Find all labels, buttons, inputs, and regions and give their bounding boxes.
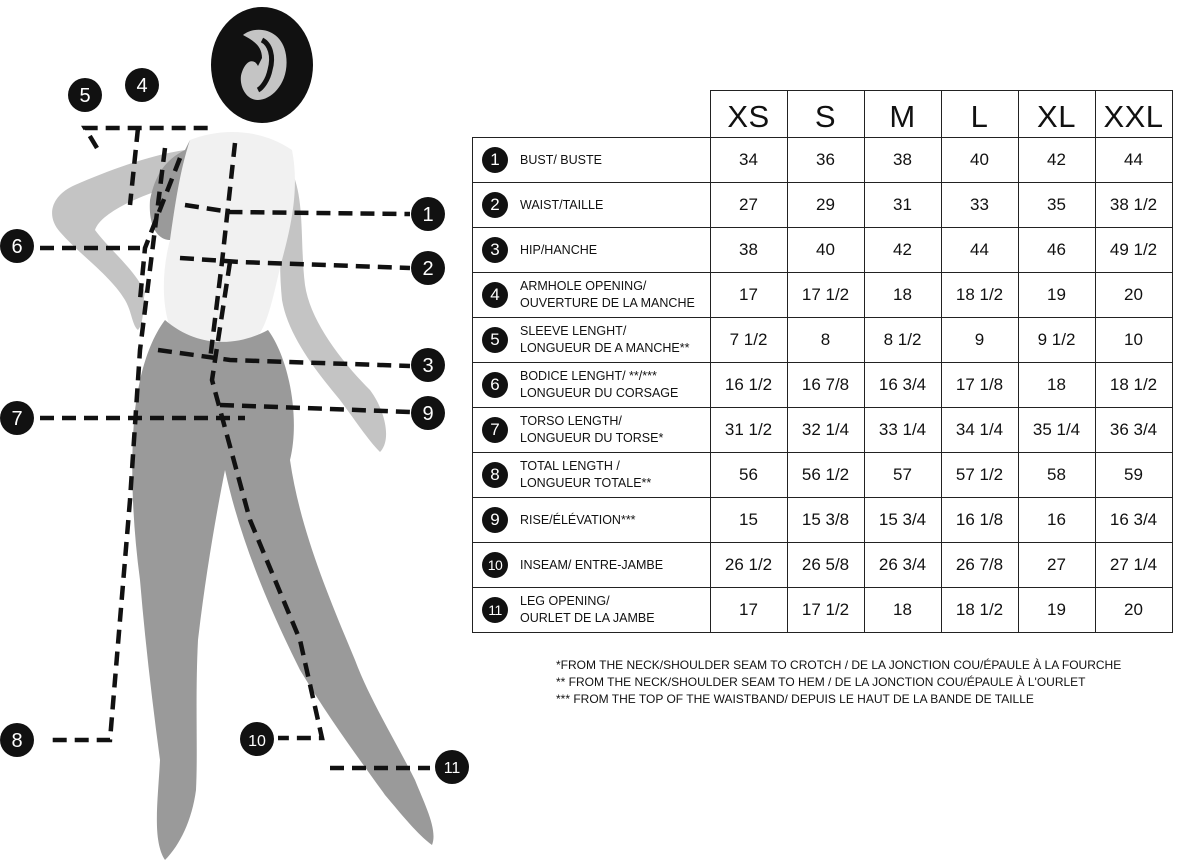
- measurement-value-xs: 17: [710, 273, 787, 318]
- measurement-row: [473, 318, 1173, 363]
- measurement-figure: [0, 0, 480, 863]
- measurement-value-s: 40: [787, 228, 864, 273]
- svg-text:5: 5: [79, 85, 91, 107]
- measurement-label-line: LONGUEUR DU CORSAGE: [520, 386, 679, 400]
- size-header-row: [473, 91, 1173, 138]
- svg-text:8: 8: [11, 730, 23, 752]
- measurement-number-badge: 8: [482, 462, 508, 488]
- measurement-label-cell: [473, 588, 711, 633]
- measurement-value-m: 18: [864, 273, 941, 318]
- measurement-label-line: LONGUEUR DU TORSE*: [520, 431, 664, 445]
- measurement-value-l: 18 1/2: [941, 273, 1018, 318]
- measurement-label-line: INSEAM/ ENTRE-JAMBE: [520, 557, 664, 572]
- measurement-label-line: RISE/ÉLÉVATION***: [520, 512, 636, 527]
- measurement-value-m: 38: [864, 138, 941, 183]
- measurement-value-m: 15 3/4: [864, 498, 941, 543]
- measurement-value-l: 40: [941, 138, 1018, 183]
- measurement-row: [473, 228, 1173, 273]
- measurement-value-xl: 27: [1018, 543, 1095, 588]
- measurement-label: [520, 593, 655, 627]
- measurement-label-cell: [473, 408, 711, 453]
- measurement-value-xxl: 44: [1095, 138, 1172, 183]
- measurement-value-xl: 16: [1018, 498, 1095, 543]
- measurement-value-xs: 38: [710, 228, 787, 273]
- svg-text:10: 10: [248, 733, 266, 750]
- measurement-label-line: LONGUEUR TOTALE**: [520, 476, 652, 490]
- measurement-value-xs: 31 1/2: [710, 408, 787, 453]
- measurement-value-l: 44: [941, 228, 1018, 273]
- measurement-number-badge: 6: [482, 372, 508, 398]
- svg-text:6: 6: [11, 236, 23, 258]
- measurement-value-s: 17 1/2: [787, 273, 864, 318]
- measurement-label-line: TORSO LENGTH/: [520, 414, 622, 428]
- measurement-label: [520, 512, 636, 529]
- measurement-label-line: TOTAL LENGTH /: [520, 459, 620, 473]
- marker-1: [411, 197, 445, 231]
- measurement-value-m: 8 1/2: [864, 318, 941, 363]
- measurement-value-xl: 19: [1018, 273, 1095, 318]
- measurement-value-xs: 16 1/2: [710, 363, 787, 408]
- measurement-label-line: OURLET DE LA JAMBE: [520, 611, 655, 625]
- measurement-row: [473, 408, 1173, 453]
- measurement-value-m: 42: [864, 228, 941, 273]
- measurement-value-xs: 34: [710, 138, 787, 183]
- measurement-value-xs: 7 1/2: [710, 318, 787, 363]
- measurement-label-cell: [473, 183, 711, 228]
- measurement-value-xs: 27: [710, 183, 787, 228]
- measurement-label: [520, 242, 597, 259]
- footnote: *FROM THE NECK/SHOULDER SEAM TO CROTCH / DE LA JONCTION COU/ÉPAULE À LA FOURCHE: [556, 658, 1122, 672]
- legs: [132, 320, 433, 860]
- measurement-number-badge: 3: [482, 237, 508, 263]
- measurement-value-xxl: 36 3/4: [1095, 408, 1172, 453]
- measurement-label-cell: [473, 138, 711, 183]
- svg-text:3: 3: [422, 355, 434, 377]
- measurement-label: [520, 278, 695, 312]
- measurement-label: [520, 557, 663, 574]
- measurement-row: [473, 453, 1173, 498]
- measurement-label-line: WAIST/TAILLE: [520, 197, 604, 212]
- measurement-value-l: 33: [941, 183, 1018, 228]
- measurement-value-l: 17 1/8: [941, 363, 1018, 408]
- measurement-value-l: 34 1/4: [941, 408, 1018, 453]
- measurement-value-s: 26 5/8: [787, 543, 864, 588]
- svg-text:7: 7: [11, 408, 23, 430]
- measurement-number-badge: 2: [482, 192, 508, 218]
- size-header-xl: XL: [1018, 91, 1095, 138]
- measurement-value-xl: 35 1/4: [1018, 408, 1095, 453]
- measurement-number-badge: 11: [482, 597, 508, 623]
- measurement-label-line: BUST/ BUSTE: [520, 152, 602, 167]
- size-chart-body: [473, 138, 1173, 633]
- size-header-m: M: [864, 91, 941, 138]
- measurement-label-line: LONGUEUR DE A MANCHE**: [520, 341, 690, 355]
- svg-text:1: 1: [422, 204, 434, 226]
- marker-6: [0, 229, 34, 263]
- measurement-label-line: OUVERTURE DE LA MANCHE: [520, 296, 695, 310]
- svg-text:4: 4: [136, 75, 148, 97]
- measurement-value-s: 36: [787, 138, 864, 183]
- marker-10: [240, 722, 274, 756]
- header-corner: [473, 91, 711, 138]
- measurement-value-xl: 42: [1018, 138, 1095, 183]
- marker-7: [0, 401, 34, 435]
- measurement-value-m: 26 3/4: [864, 543, 941, 588]
- measurement-value-s: 29: [787, 183, 864, 228]
- measurement-value-xxl: 16 3/4: [1095, 498, 1172, 543]
- measurement-row: [473, 498, 1173, 543]
- measurement-label-line: SLEEVE LENGHT/: [520, 324, 627, 338]
- footnotes: [556, 657, 1121, 708]
- measurement-value-l: 57 1/2: [941, 453, 1018, 498]
- measurement-value-l: 16 1/8: [941, 498, 1018, 543]
- footnote: ** FROM THE NECK/SHOULDER SEAM TO HEM / DE LA JONCTION COU/ÉPAULE À L'OURLET: [556, 675, 1086, 689]
- measurement-value-xl: 35: [1018, 183, 1095, 228]
- measurement-value-s: 8: [787, 318, 864, 363]
- measurement-number-badge: 1: [482, 147, 508, 173]
- measurement-label-cell: [473, 228, 711, 273]
- measurement-value-xxl: 18 1/2: [1095, 363, 1172, 408]
- measurement-value-l: 26 7/8: [941, 543, 1018, 588]
- marker-3: [411, 348, 445, 382]
- measurement-value-m: 33 1/4: [864, 408, 941, 453]
- measurement-value-xxl: 49 1/2: [1095, 228, 1172, 273]
- measurement-value-l: 9: [941, 318, 1018, 363]
- svg-text:9: 9: [422, 403, 434, 425]
- measurement-row: [473, 588, 1173, 633]
- measurement-value-xl: 18: [1018, 363, 1095, 408]
- measurement-value-s: 56 1/2: [787, 453, 864, 498]
- measurement-label-line: ARMHOLE OPENING/: [520, 279, 647, 293]
- svg-text:2: 2: [422, 258, 434, 280]
- torso: [164, 132, 295, 356]
- measurement-label-cell: [473, 498, 711, 543]
- measurement-number-badge: 9: [482, 507, 508, 533]
- measurement-value-xxl: 20: [1095, 588, 1172, 633]
- size-header-xxl: XXL: [1095, 91, 1172, 138]
- marker-2: [411, 251, 445, 285]
- measurement-label-cell: [473, 318, 711, 363]
- measurement-value-xxl: 38 1/2: [1095, 183, 1172, 228]
- measurement-value-m: 57: [864, 453, 941, 498]
- measurement-value-xs: 17: [710, 588, 787, 633]
- measurement-number-badge: 7: [482, 417, 508, 443]
- size-header-s: S: [787, 91, 864, 138]
- measurement-row: [473, 138, 1173, 183]
- marker-11: [435, 750, 469, 784]
- measurement-row: [473, 543, 1173, 588]
- measurement-label: [520, 323, 689, 357]
- measurement-label-line: HIP/HANCHE: [520, 242, 598, 257]
- measurement-label-cell: [473, 543, 711, 588]
- measurement-number-badge: 5: [482, 327, 508, 353]
- measurement-value-m: 16 3/4: [864, 363, 941, 408]
- measurement-value-xl: 58: [1018, 453, 1095, 498]
- size-header-l: L: [941, 91, 1018, 138]
- measurement-label-cell: [473, 453, 711, 498]
- size-chart-table: [472, 90, 1173, 633]
- measurement-value-xs: 15: [710, 498, 787, 543]
- measurement-value-s: 32 1/4: [787, 408, 864, 453]
- measurement-value-m: 18: [864, 588, 941, 633]
- measurement-value-xs: 26 1/2: [710, 543, 787, 588]
- measurement-value-xxl: 20: [1095, 273, 1172, 318]
- measurement-value-l: 18 1/2: [941, 588, 1018, 633]
- measurement-value-xxl: 27 1/4: [1095, 543, 1172, 588]
- measurement-value-xxl: 59: [1095, 453, 1172, 498]
- marker-8: [0, 723, 34, 757]
- measurement-label: [520, 413, 663, 447]
- measurement-value-xs: 56: [710, 453, 787, 498]
- measurement-label-line: BODICE LENGHT/ **/***: [520, 369, 657, 383]
- measurement-row: [473, 273, 1173, 318]
- measurement-number-badge: 4: [482, 282, 508, 308]
- measurement-value-xl: 9 1/2: [1018, 318, 1095, 363]
- measurement-label-line: LEG OPENING/: [520, 594, 610, 608]
- measurement-label-cell: [473, 273, 711, 318]
- measurement-label-cell: [473, 363, 711, 408]
- measurement-value-s: 16 7/8: [787, 363, 864, 408]
- measurement-label: [520, 152, 602, 169]
- measurement-label: [520, 368, 678, 402]
- measurement-value-s: 17 1/2: [787, 588, 864, 633]
- measurement-value-xxl: 10: [1095, 318, 1172, 363]
- measurement-value-m: 31: [864, 183, 941, 228]
- marker-9: [411, 396, 445, 430]
- measurement-value-xl: 19: [1018, 588, 1095, 633]
- measurement-number-badge: 10: [482, 552, 508, 578]
- svg-text:11: 11: [443, 760, 461, 777]
- measurement-value-xl: 46: [1018, 228, 1095, 273]
- measurement-label: [520, 458, 651, 492]
- measurement-value-s: 15 3/8: [787, 498, 864, 543]
- footnote: *** FROM THE TOP OF THE WAISTBAND/ DEPUIS LE HAUT DE LA BANDE DE TAILLE: [556, 692, 1034, 706]
- measurement-label: [520, 197, 603, 214]
- measurement-row: [473, 363, 1173, 408]
- size-header-xs: XS: [710, 91, 787, 138]
- marker-5: [68, 78, 102, 112]
- measurement-row: [473, 183, 1173, 228]
- marker-4: [125, 68, 159, 102]
